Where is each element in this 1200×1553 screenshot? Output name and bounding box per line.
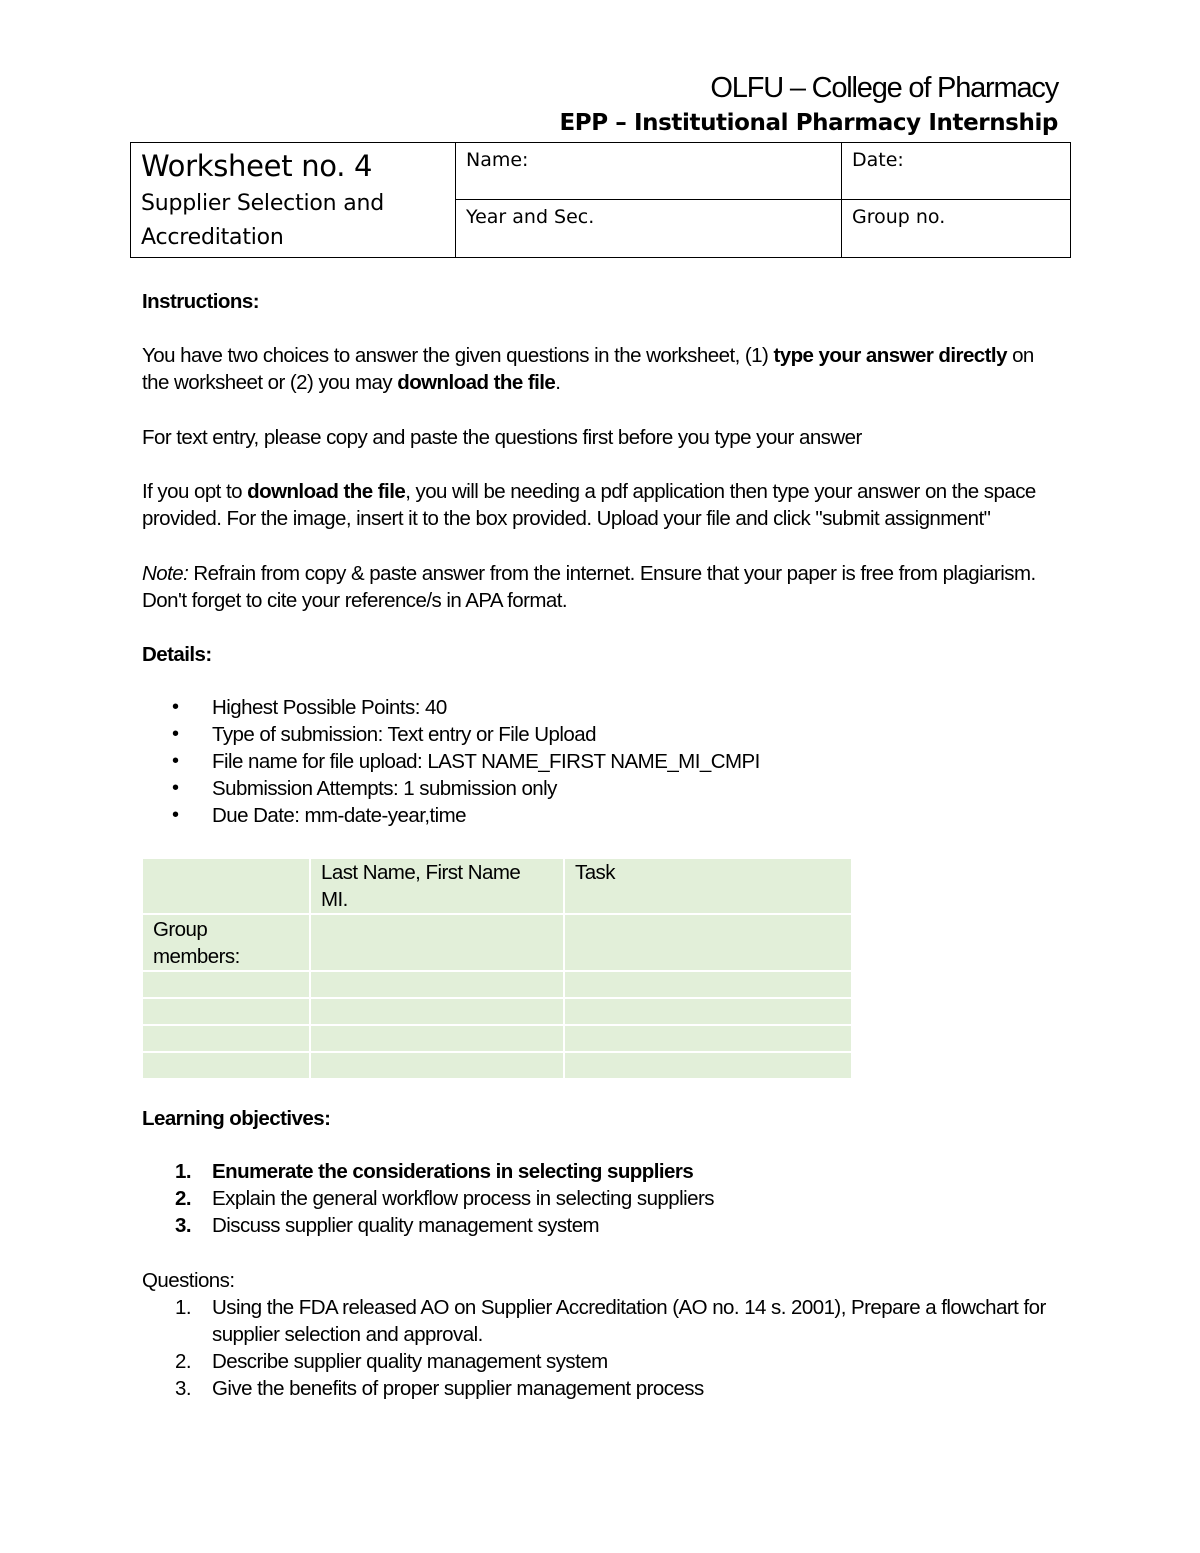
worksheet-subtitle-line1: Supplier Selection and (141, 191, 385, 216)
column-header-name (310, 858, 564, 914)
group-number-label: Group no. (852, 206, 946, 228)
worksheet-header-table (130, 142, 1071, 258)
course-title: EPP – Institutional Pharmacy Internship (559, 110, 1058, 136)
table-row (142, 998, 852, 1025)
column-header-name-line1: Last Name, First Name (321, 861, 521, 884)
group-members-table (141, 857, 853, 1080)
table-cell-empty (142, 1052, 310, 1079)
name-field[interactable] (456, 143, 842, 200)
worksheet-subtitle-line2: Accreditation (141, 225, 284, 250)
year-section-field[interactable] (456, 200, 842, 258)
question-number: 1. (175, 1296, 191, 1319)
column-header-task: Task (564, 858, 852, 914)
objectives-list (142, 1158, 714, 1239)
table-cell-empty (142, 998, 310, 1025)
objective-text: Enumerate the considerations in selecting suppliers (212, 1160, 694, 1183)
p1-bold-type-directly: type your answer directly (773, 344, 1007, 367)
objective-number: 1. (175, 1160, 191, 1183)
member-name-cell[interactable] (310, 971, 564, 998)
table-cell-empty (142, 1025, 310, 1052)
member-task-cell[interactable] (564, 1025, 852, 1052)
objective-text: Discuss supplier quality management system (212, 1214, 600, 1237)
p1-text-c: on the worksheet or (2) you may (142, 344, 1034, 394)
p3-text-c: , you will be needing a pdf application then type your answer on the space provided. For the image, insert it to the box provided. Upload your file and click "submit assignment" (142, 480, 1036, 530)
list-item: • Submission Attempts: 1 submission only (142, 775, 760, 802)
p3-text-a: If you opt to (142, 480, 248, 503)
question-text: Describe supplier quality management system (212, 1350, 608, 1373)
member-name-cell[interactable] (310, 914, 564, 971)
p1-bold-download: download the file (397, 371, 556, 394)
member-task-cell[interactable] (564, 1052, 852, 1079)
worksheet-title: Worksheet no. 4 (141, 149, 373, 183)
institution-title: OLFU – College of Pharmacy (710, 72, 1058, 104)
questions-heading: Questions: (142, 1269, 235, 1292)
instructions-note (142, 560, 1062, 614)
p1-text-e: . (555, 371, 561, 394)
list-item: • Type of submission: Text entry or File Upload (142, 721, 760, 748)
date-label: Date: (852, 149, 904, 171)
table-row (142, 1025, 852, 1052)
list-item (142, 1158, 714, 1185)
table-cell-empty (142, 858, 310, 914)
details-heading: Details: (142, 643, 212, 666)
list-item (142, 1294, 1062, 1348)
member-name-cell[interactable] (310, 1025, 564, 1052)
instructions-paragraph-2: For text entry, please copy and paste the questions first before you type your answer (142, 426, 862, 449)
list-item (142, 1185, 714, 1212)
member-task-cell[interactable] (564, 998, 852, 1025)
objectives-heading: Learning objectives: (142, 1107, 331, 1130)
instructions-heading: Instructions: (142, 290, 259, 313)
question-number: 2. (175, 1350, 191, 1373)
note-label: Note: (142, 562, 189, 585)
list-item: • File name for file upload: LAST NAME_FIRST NAME_MI_CMPI (142, 748, 760, 775)
member-name-cell[interactable] (310, 998, 564, 1025)
group-number-field[interactable] (842, 200, 1071, 258)
table-row (142, 1052, 852, 1079)
member-task-cell[interactable] (564, 914, 852, 971)
note-text: Refrain from copy & paste answer from the internet. Ensure that your paper is free from plagiarism. Don't forget to cite your reference/s in APA format. (142, 562, 1036, 612)
list-item: • Due Date: mm-date-year,time (142, 802, 760, 829)
questions-list (142, 1294, 1062, 1402)
list-item: • Highest Possible Points: 40 (142, 694, 760, 721)
question-number: 3. (175, 1377, 191, 1400)
table-row (142, 914, 852, 971)
instructions-paragraph-1 (142, 342, 1062, 396)
column-header-name-line2: MI. (321, 888, 348, 911)
list-item (142, 1348, 1062, 1375)
objective-text: Explain the general workflow process in selecting suppliers (212, 1187, 714, 1210)
objective-number: 3. (175, 1214, 191, 1237)
table-cell-empty (142, 971, 310, 998)
year-section-label: Year and Sec. (466, 206, 595, 228)
list-item (142, 1375, 1062, 1402)
list-item (142, 1212, 714, 1239)
member-task-cell[interactable] (564, 971, 852, 998)
question-text: Give the benefits of proper supplier management process (212, 1377, 704, 1400)
worksheet-subtitle (141, 187, 445, 255)
p1-text-a: You have two choices to answer the given questions in the worksheet, (1) (142, 344, 774, 367)
details-list (142, 694, 760, 829)
date-field[interactable] (842, 143, 1071, 200)
member-name-cell[interactable] (310, 1052, 564, 1079)
p3-bold-download: download the file (247, 480, 406, 503)
objective-number: 2. (175, 1187, 191, 1210)
table-row (142, 971, 852, 998)
instructions-paragraph-3 (142, 478, 1062, 532)
name-label: Name: (466, 149, 529, 171)
question-text: Using the FDA released AO on Supplier Accreditation (AO no. 14 s. 2001), Prepare a flowchart for supplier selection and approval. (212, 1296, 1046, 1346)
worksheet-title-cell (131, 143, 456, 258)
group-members-label: Group members: (142, 914, 310, 971)
